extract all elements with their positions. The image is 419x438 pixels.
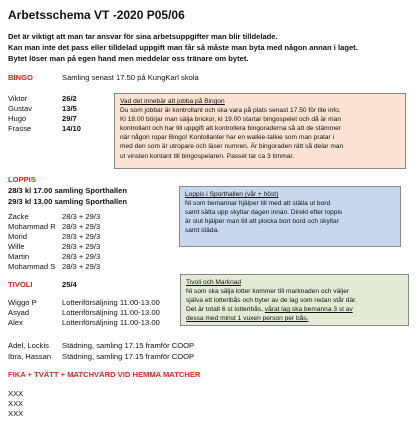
loppis-name: Martin — [8, 252, 30, 261]
loppis-info-line: är slut hjälper man till att plocka bort bord och skyltar — [185, 218, 339, 226]
cleaning-name: Ibra, Hassan — [8, 352, 52, 361]
bingo-name: Frasse — [8, 124, 32, 133]
tivoli-info-box — [180, 274, 409, 326]
bingo-info-heading: Vad det innebär att jobba på Bingon — [120, 98, 225, 105]
bingo-info-line: när någon ropar Bingo! Kontollanter har en walkie-talkie som man pratar i — [120, 134, 335, 142]
fika-row: XXX — [8, 389, 24, 398]
loppis-info-line: Ni som bemannar hjälper till med att ställa ut bord — [185, 200, 331, 208]
fika-row: XXX — [8, 399, 24, 408]
bingo-info-box — [114, 93, 406, 169]
loppis-date: 28/3 + 29/3 — [62, 232, 101, 241]
tivoli-task: Lotteriförsäljning 11.00-13.00 — [62, 308, 160, 317]
loppis-name: Mohammad R — [8, 222, 56, 231]
bingo-info-line: Kl 18.00 börjar man sälja brickor, kl 19.00 startar bingospelet och då är man — [120, 116, 342, 124]
loppis-name: Wille — [8, 242, 25, 251]
tivoli-task: Lotteriförsäljning 11.00-13.00 — [62, 298, 160, 307]
loppis-info-line: samt sätta upp skyltar dagen innan. Direkt efter loppis — [185, 209, 343, 217]
tivoli-info-text: Det är totalt 6 st lotteribås, — [186, 306, 265, 314]
loppis-date: 28/3 + 29/3 — [62, 252, 101, 261]
bingo-date: 14/10 — [62, 124, 82, 133]
fika-heading: FIKA + TVÄTT + MATCHVÄRD VID HEMMA MATCHER — [8, 370, 201, 379]
tivoli-info-underlined: vårat lag ska bemanna 3 st av — [264, 306, 353, 314]
loppis-sub: 29/3 kl 13.00 samling Sporthallen — [8, 197, 128, 206]
cleaning-name: Adel, Lockis — [8, 341, 49, 350]
loppis-name: Mohammad S — [8, 262, 56, 271]
bingo-name: Gustav — [8, 104, 33, 113]
bingo-date: 13/5 — [62, 104, 77, 113]
loppis-date: 28/3 + 29/3 — [62, 242, 101, 251]
fika-row: XXX — [8, 409, 24, 418]
loppis-info-heading: Loppis i Sporthallen (vår + höst) — [185, 191, 279, 198]
tivoli-info-line: själva ett lotteribås och byter av de lag som redan står där. — [186, 297, 357, 305]
bingo-info-line: med den som är utropare och läser numren. Är bingoraden rätt så delar man — [120, 143, 344, 151]
tivoli-name: Alex — [8, 318, 23, 327]
loppis-date: 28/3 + 29/3 — [62, 222, 101, 231]
bingo-row — [8, 124, 31, 133]
loppis-name: Morid — [8, 232, 27, 241]
bingo-date: 26/2 — [62, 94, 77, 103]
page-title: Arbetsschema VT -2020 P05/06 — [8, 8, 185, 22]
intro-line: Det är viktigt att man tar ansvar för sina arbetsuppgifter man blir tilldelade. — [8, 32, 278, 41]
intro-line: Bytet löser man på egen hand men meddelar oss tränare om bytet. — [8, 54, 249, 63]
loppis-sub: 28/3 kl 17.00 samling Sporthallen — [8, 186, 128, 195]
tivoli-name: Wiggo P — [8, 298, 37, 307]
bingo-info-line: Du som jobbar är kontrollant och ska vara på plats senast 17.50 för lite info. — [120, 107, 341, 115]
tivoli-date: 25/4 — [62, 280, 77, 289]
cleaning-task: Städning, samling 17.15 framför COOP — [62, 352, 195, 361]
intro-line: Kan man inte det pass eller tilldelad uppgift man får så måste man byta med någon annan i laget. — [8, 43, 358, 52]
bingo-info-line: kontrollant och har till uppgift att kontrollera bingoraderna så att de stämmer — [120, 125, 342, 133]
loppis-date: 28/3 + 29/3 — [62, 212, 101, 221]
tivoli-task: Lotteriförsäljning 11.00-13.00 — [62, 318, 160, 327]
tivoli-info-heading: Tivoli och Marknad — [186, 279, 242, 286]
loppis-info-box — [179, 186, 401, 247]
tivoli-heading: TIVOLI — [8, 280, 33, 289]
cleaning-task: Städning, samling 17.15 framför COOP — [62, 341, 195, 350]
loppis-info-line: samt städa. — [185, 227, 220, 235]
tivoli-info-underlined: dessa med minst 1 vuxen person per bås. — [186, 315, 309, 323]
intro-text — [8, 31, 413, 64]
tivoli-info-line: Ni som ska sälja lotter kommer till marknaden och väljer — [186, 288, 350, 296]
bingo-row — [8, 114, 26, 123]
loppis-heading: LOPPIS — [8, 175, 36, 184]
bingo-name: Viktor — [8, 94, 28, 103]
bingo-heading: BINGO — [8, 73, 33, 82]
bingo-row — [8, 94, 27, 103]
loppis-name: Zacke — [8, 212, 29, 221]
bingo-date: 29/7 — [62, 114, 77, 123]
bingo-meeting: Samling senast 17.50 på KungKarl skola — [62, 73, 199, 82]
bingo-name: Hugo — [8, 114, 27, 123]
loppis-date: 28/3 + 29/3 — [62, 262, 101, 271]
tivoli-name: Asyad — [8, 308, 30, 317]
tivoli-info-line — [186, 305, 403, 314]
bingo-row — [8, 104, 32, 113]
bingo-info-line: ut vinsten kontant till bingospelaren. Passet tar ca 3 timmar. — [120, 152, 295, 160]
